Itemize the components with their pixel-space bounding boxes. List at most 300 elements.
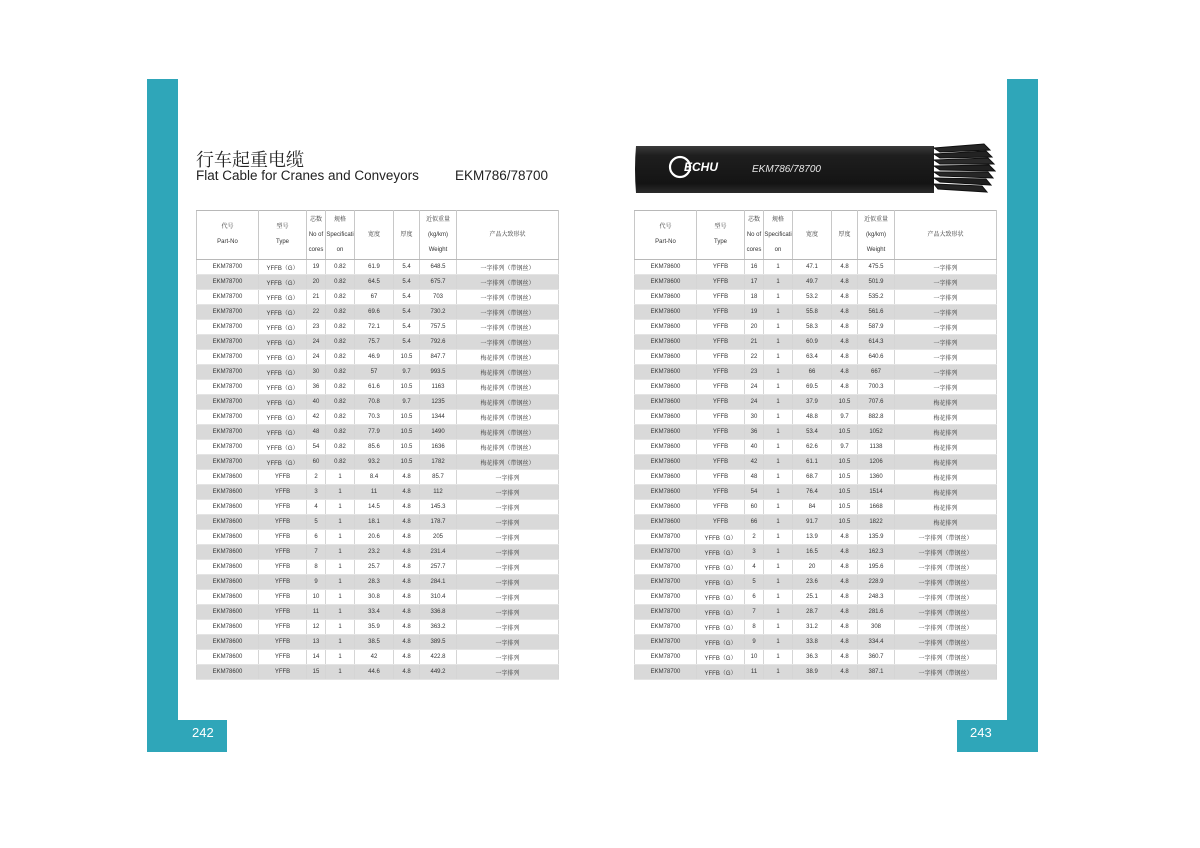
cell-thickness: 9.7 bbox=[832, 440, 858, 455]
cell-part-no: EKM78600 bbox=[635, 455, 697, 470]
cell-spec: 0.82 bbox=[326, 350, 355, 365]
cell-cores: 36 bbox=[307, 380, 326, 395]
cell-width: 68.7 bbox=[793, 470, 832, 485]
cell-type: YFFB bbox=[259, 560, 307, 575]
cell-part-no: EKM78600 bbox=[635, 440, 697, 455]
cell-part-no: EKM78600 bbox=[635, 470, 697, 485]
cell-width: 61.9 bbox=[355, 260, 394, 275]
cell-spec: 0.82 bbox=[326, 335, 355, 350]
cell-part-no: EKM78700 bbox=[197, 335, 259, 350]
cell-type: YFFB bbox=[697, 365, 745, 380]
cell-spec: 1 bbox=[764, 575, 793, 590]
cell-thickness: 4.8 bbox=[394, 650, 420, 665]
cell-type: YFFB bbox=[259, 575, 307, 590]
cell-weight: 792.6 bbox=[420, 335, 457, 350]
cell-type: YFFB bbox=[259, 635, 307, 650]
cell-type: YFFB bbox=[697, 260, 745, 275]
cell-weight: 310.4 bbox=[420, 590, 457, 605]
cell-shape: 一字排列 bbox=[457, 560, 559, 575]
cell-thickness: 4.8 bbox=[394, 500, 420, 515]
cell-spec: 1 bbox=[326, 560, 355, 575]
cell-spec: 1 bbox=[764, 590, 793, 605]
cell-width: 23.6 bbox=[793, 575, 832, 590]
cell-cores: 24 bbox=[745, 380, 764, 395]
cell-width: 63.4 bbox=[793, 350, 832, 365]
cell-spec: 1 bbox=[764, 500, 793, 515]
cell-width: 28.3 bbox=[355, 575, 394, 590]
cell-spec: 1 bbox=[326, 500, 355, 515]
cell-width: 20 bbox=[793, 560, 832, 575]
cell-weight: 1822 bbox=[858, 515, 895, 530]
cell-part-no: EKM78600 bbox=[197, 470, 259, 485]
cell-weight: 501.9 bbox=[858, 275, 895, 290]
cell-cores: 22 bbox=[745, 350, 764, 365]
cell-shape: 一字排列 bbox=[457, 665, 559, 680]
cell-cores: 21 bbox=[745, 335, 764, 350]
cell-type: YFFB（G） bbox=[259, 395, 307, 410]
cell-weight: 135.9 bbox=[858, 530, 895, 545]
table-row bbox=[197, 395, 559, 410]
cell-weight: 1490 bbox=[420, 425, 457, 440]
table-row bbox=[635, 455, 997, 470]
cell-weight: 360.7 bbox=[858, 650, 895, 665]
cell-spec: 1 bbox=[764, 275, 793, 290]
cell-type: YFFB（G） bbox=[259, 275, 307, 290]
table-row bbox=[197, 290, 559, 305]
cell-cores: 7 bbox=[307, 545, 326, 560]
cell-type: YFFB bbox=[697, 500, 745, 515]
cell-thickness: 5.4 bbox=[394, 320, 420, 335]
cell-weight: 284.1 bbox=[420, 575, 457, 590]
cell-spec: 1 bbox=[326, 605, 355, 620]
cell-cores: 10 bbox=[745, 650, 764, 665]
cell-thickness: 5.4 bbox=[394, 260, 420, 275]
cell-width: 55.8 bbox=[793, 305, 832, 320]
cell-cores: 24 bbox=[745, 395, 764, 410]
table-row bbox=[635, 635, 997, 650]
cell-part-no: EKM78600 bbox=[197, 500, 259, 515]
cell-cores: 2 bbox=[307, 470, 326, 485]
header-weight: 近似重量 (kg/km) Weight bbox=[858, 211, 895, 260]
cell-cores: 5 bbox=[745, 575, 764, 590]
cell-thickness: 9.7 bbox=[394, 395, 420, 410]
cell-width: 58.3 bbox=[793, 320, 832, 335]
cell-shape: 一字排列 bbox=[895, 380, 997, 395]
cell-weight: 257.7 bbox=[420, 560, 457, 575]
cell-part-no: EKM78600 bbox=[635, 335, 697, 350]
cell-spec: 0.82 bbox=[326, 425, 355, 440]
cell-weight: 1782 bbox=[420, 455, 457, 470]
cell-part-no: EKM78600 bbox=[197, 545, 259, 560]
cell-spec: 1 bbox=[326, 590, 355, 605]
cell-spec: 1 bbox=[326, 620, 355, 635]
cell-cores: 8 bbox=[307, 560, 326, 575]
cell-cores: 6 bbox=[307, 530, 326, 545]
cell-shape: 梅花排列 bbox=[895, 470, 997, 485]
cell-width: 37.9 bbox=[793, 395, 832, 410]
cell-part-no: EKM78600 bbox=[197, 530, 259, 545]
cell-type: YFFB（G） bbox=[697, 635, 745, 650]
cell-width: 69.5 bbox=[793, 380, 832, 395]
table-row bbox=[197, 620, 559, 635]
cell-shape: 一字排列 bbox=[895, 260, 997, 275]
cell-thickness: 5.4 bbox=[394, 290, 420, 305]
cell-shape: 一字排列（带钢丝） bbox=[457, 290, 559, 305]
cell-width: 36.3 bbox=[793, 650, 832, 665]
cell-cores: 16 bbox=[745, 260, 764, 275]
header-specification: 规格 Specificati on bbox=[764, 211, 793, 260]
cell-part-no: EKM78600 bbox=[635, 410, 697, 425]
cell-type: YFFB（G） bbox=[697, 650, 745, 665]
cell-part-no: EKM78700 bbox=[635, 665, 697, 680]
cell-spec: 1 bbox=[764, 260, 793, 275]
cell-shape: 一字排列 bbox=[895, 290, 997, 305]
cell-width: 33.8 bbox=[793, 635, 832, 650]
table-row bbox=[635, 470, 997, 485]
cable-label-text: EKM786/78700 bbox=[752, 164, 821, 175]
cell-weight: 363.2 bbox=[420, 620, 457, 635]
cell-shape: 一字排列 bbox=[895, 305, 997, 320]
cell-spec: 1 bbox=[764, 365, 793, 380]
cell-spec: 0.82 bbox=[326, 320, 355, 335]
cell-shape: 一字排列 bbox=[895, 350, 997, 365]
cell-type: YFFB bbox=[259, 515, 307, 530]
left-page-footer-band bbox=[147, 720, 227, 752]
header-weight: 近似重量 (kg/km) Weight bbox=[420, 211, 457, 260]
table-row bbox=[197, 440, 559, 455]
cell-thickness: 10.5 bbox=[832, 500, 858, 515]
spec-table-left bbox=[196, 210, 559, 680]
cell-shape: 梅花排列 bbox=[895, 500, 997, 515]
cell-type: YFFB（G） bbox=[697, 530, 745, 545]
cell-part-no: EKM78700 bbox=[197, 440, 259, 455]
cell-type: YFFB（G） bbox=[259, 440, 307, 455]
cell-spec: 1 bbox=[764, 485, 793, 500]
cell-shape: 一字排列 bbox=[895, 365, 997, 380]
cell-thickness: 9.7 bbox=[394, 365, 420, 380]
cell-shape: 一字排列 bbox=[457, 650, 559, 665]
cell-spec: 1 bbox=[326, 545, 355, 560]
table-row bbox=[197, 260, 559, 275]
cell-cores: 66 bbox=[745, 515, 764, 530]
cell-thickness: 4.8 bbox=[832, 335, 858, 350]
cell-shape: 梅花排列 bbox=[895, 440, 997, 455]
cell-weight: 703 bbox=[420, 290, 457, 305]
cell-width: 20.6 bbox=[355, 530, 394, 545]
cell-thickness: 10.5 bbox=[832, 485, 858, 500]
cell-shape: 一字排列 bbox=[457, 470, 559, 485]
cell-width: 70.3 bbox=[355, 410, 394, 425]
cell-shape: 一字排列 bbox=[457, 605, 559, 620]
cell-weight: 1235 bbox=[420, 395, 457, 410]
cell-weight: 281.6 bbox=[858, 605, 895, 620]
cell-part-no: EKM78700 bbox=[635, 590, 697, 605]
model-number: EKM786/78700 bbox=[455, 168, 549, 183]
cell-thickness: 4.8 bbox=[832, 260, 858, 275]
cell-type: YFFB（G） bbox=[697, 575, 745, 590]
cell-cores: 11 bbox=[307, 605, 326, 620]
cell-width: 16.5 bbox=[793, 545, 832, 560]
cell-weight: 231.4 bbox=[420, 545, 457, 560]
cell-shape: 一字排列（带钢丝） bbox=[457, 320, 559, 335]
cell-weight: 145.3 bbox=[420, 500, 457, 515]
cell-spec: 1 bbox=[326, 635, 355, 650]
cell-cores: 6 bbox=[745, 590, 764, 605]
cell-shape: 梅花排列 bbox=[895, 425, 997, 440]
cell-shape: 梅花排列 bbox=[895, 455, 997, 470]
table-row bbox=[635, 665, 997, 680]
table-row bbox=[635, 590, 997, 605]
cell-width: 14.5 bbox=[355, 500, 394, 515]
cell-weight: 389.5 bbox=[420, 635, 457, 650]
cell-type: YFFB（G） bbox=[697, 665, 745, 680]
cell-spec: 1 bbox=[764, 380, 793, 395]
cell-width: 61.1 bbox=[793, 455, 832, 470]
cell-part-no: EKM78600 bbox=[635, 320, 697, 335]
cell-spec: 1 bbox=[326, 485, 355, 500]
table-row bbox=[635, 485, 997, 500]
cell-type: YFFB bbox=[697, 455, 745, 470]
cell-type: YFFB（G） bbox=[697, 605, 745, 620]
cell-type: YFFB bbox=[697, 320, 745, 335]
cell-spec: 1 bbox=[764, 425, 793, 440]
cell-weight: 993.5 bbox=[420, 365, 457, 380]
cell-part-no: EKM78700 bbox=[197, 395, 259, 410]
cell-spec: 1 bbox=[764, 410, 793, 425]
table-row bbox=[635, 410, 997, 425]
cell-spec: 1 bbox=[326, 530, 355, 545]
cell-width: 23.2 bbox=[355, 545, 394, 560]
cell-type: YFFB（G） bbox=[259, 425, 307, 440]
header-cores: 芯数 No of cores bbox=[307, 211, 326, 260]
left-accent-bar bbox=[147, 79, 178, 752]
table-row bbox=[635, 335, 997, 350]
cell-width: 46.9 bbox=[355, 350, 394, 365]
cell-type: YFFB bbox=[697, 275, 745, 290]
cell-weight: 1514 bbox=[858, 485, 895, 500]
cell-spec: 1 bbox=[326, 575, 355, 590]
cell-type: YFFB（G） bbox=[697, 590, 745, 605]
cell-width: 18.1 bbox=[355, 515, 394, 530]
table-row bbox=[635, 320, 997, 335]
table-row bbox=[197, 275, 559, 290]
table-row bbox=[635, 425, 997, 440]
cell-cores: 60 bbox=[307, 455, 326, 470]
cell-cores: 18 bbox=[745, 290, 764, 305]
cell-width: 93.2 bbox=[355, 455, 394, 470]
cell-thickness: 4.8 bbox=[832, 590, 858, 605]
table-row bbox=[635, 575, 997, 590]
cell-part-no: EKM78700 bbox=[635, 635, 697, 650]
cell-type: YFFB bbox=[259, 605, 307, 620]
cell-width: 75.7 bbox=[355, 335, 394, 350]
cell-width: 28.7 bbox=[793, 605, 832, 620]
cell-part-no: EKM78700 bbox=[635, 575, 697, 590]
cell-weight: 535.2 bbox=[858, 290, 895, 305]
cell-thickness: 4.8 bbox=[394, 560, 420, 575]
cell-type: YFFB（G） bbox=[259, 350, 307, 365]
cell-shape: 一字排列 bbox=[457, 545, 559, 560]
cell-thickness: 4.8 bbox=[394, 485, 420, 500]
cell-spec: 0.82 bbox=[326, 275, 355, 290]
table-row bbox=[635, 650, 997, 665]
page-title-cn: 行车起重电缆 bbox=[196, 150, 304, 171]
cell-shape: 一字排列 bbox=[895, 275, 997, 290]
cell-type: YFFB bbox=[697, 410, 745, 425]
cell-part-no: EKM78600 bbox=[197, 590, 259, 605]
cell-weight: 449.2 bbox=[420, 665, 457, 680]
page-title-en: Flat Cable for Cranes and Conveyors bbox=[196, 168, 419, 183]
table-row bbox=[197, 665, 559, 680]
cell-width: 11 bbox=[355, 485, 394, 500]
cell-thickness: 4.8 bbox=[832, 575, 858, 590]
cell-weight: 1668 bbox=[858, 500, 895, 515]
cell-width: 48.8 bbox=[793, 410, 832, 425]
cell-type: YFFB（G） bbox=[259, 320, 307, 335]
cell-cores: 19 bbox=[307, 260, 326, 275]
cell-shape: 一字排列 bbox=[895, 320, 997, 335]
cell-shape: 梅花排列（带钢丝） bbox=[457, 395, 559, 410]
cell-thickness: 10.5 bbox=[832, 395, 858, 410]
cell-width: 8.4 bbox=[355, 470, 394, 485]
cell-type: YFFB bbox=[697, 350, 745, 365]
cell-width: 76.4 bbox=[793, 485, 832, 500]
cell-thickness: 4.8 bbox=[832, 290, 858, 305]
cell-spec: 1 bbox=[764, 470, 793, 485]
cell-spec: 0.82 bbox=[326, 395, 355, 410]
table-row bbox=[635, 305, 997, 320]
cell-type: YFFB（G） bbox=[259, 410, 307, 425]
cell-shape: 一字排列（带钢丝） bbox=[895, 620, 997, 635]
table-row bbox=[635, 545, 997, 560]
cell-width: 44.6 bbox=[355, 665, 394, 680]
cell-spec: 1 bbox=[764, 455, 793, 470]
cell-weight: 1052 bbox=[858, 425, 895, 440]
cell-cores: 20 bbox=[307, 275, 326, 290]
header-thickness: 厚度 bbox=[394, 211, 420, 260]
cell-shape: 一字排列（带钢丝） bbox=[895, 530, 997, 545]
cell-thickness: 4.8 bbox=[394, 515, 420, 530]
cell-shape: 一字排列（带钢丝） bbox=[457, 305, 559, 320]
table-row bbox=[197, 575, 559, 590]
table-row bbox=[635, 260, 997, 275]
cell-cores: 40 bbox=[307, 395, 326, 410]
cell-type: YFFB（G） bbox=[697, 620, 745, 635]
cell-weight: 847.7 bbox=[420, 350, 457, 365]
cell-cores: 48 bbox=[745, 470, 764, 485]
cell-weight: 1360 bbox=[858, 470, 895, 485]
cell-spec: 1 bbox=[326, 650, 355, 665]
cell-width: 38.5 bbox=[355, 635, 394, 650]
cell-part-no: EKM78600 bbox=[635, 260, 697, 275]
cell-spec: 1 bbox=[764, 665, 793, 680]
cell-thickness: 4.8 bbox=[394, 530, 420, 545]
cell-thickness: 4.8 bbox=[394, 470, 420, 485]
cell-part-no: EKM78700 bbox=[197, 275, 259, 290]
cell-weight: 707.6 bbox=[858, 395, 895, 410]
cell-spec: 0.82 bbox=[326, 365, 355, 380]
cell-weight: 757.5 bbox=[420, 320, 457, 335]
table-row bbox=[197, 500, 559, 515]
header-type: 型号 Type bbox=[259, 211, 307, 260]
cell-type: YFFB bbox=[697, 515, 745, 530]
cell-width: 62.6 bbox=[793, 440, 832, 455]
cell-thickness: 10.5 bbox=[832, 425, 858, 440]
cell-part-no: EKM78600 bbox=[635, 365, 697, 380]
table-row bbox=[197, 470, 559, 485]
cell-weight: 475.5 bbox=[858, 260, 895, 275]
cell-type: YFFB bbox=[259, 665, 307, 680]
cell-shape: 一字排列（带钢丝） bbox=[895, 575, 997, 590]
table-row bbox=[197, 560, 559, 575]
cell-spec: 1 bbox=[764, 635, 793, 650]
cell-shape: 一字排列 bbox=[457, 515, 559, 530]
cell-shape: 梅花排列（带钢丝） bbox=[457, 350, 559, 365]
cell-shape: 梅花排列 bbox=[895, 410, 997, 425]
cell-weight: 334.4 bbox=[858, 635, 895, 650]
header-shape: 产品大致形状 bbox=[457, 211, 559, 260]
table-row bbox=[197, 380, 559, 395]
cell-type: YFFB bbox=[697, 335, 745, 350]
cell-spec: 1 bbox=[764, 320, 793, 335]
cell-width: 72.1 bbox=[355, 320, 394, 335]
cell-thickness: 10.5 bbox=[394, 380, 420, 395]
table-row bbox=[197, 485, 559, 500]
cell-spec: 1 bbox=[764, 620, 793, 635]
header-part-no: 代号 Part-No bbox=[635, 211, 697, 260]
cell-shape: 梅花排列（带钢丝） bbox=[457, 380, 559, 395]
cell-part-no: EKM78700 bbox=[197, 350, 259, 365]
cell-type: YFFB（G） bbox=[259, 260, 307, 275]
cell-part-no: EKM78600 bbox=[635, 290, 697, 305]
cell-shape: 梅花排列（带钢丝） bbox=[457, 425, 559, 440]
cell-shape: 一字排列 bbox=[457, 620, 559, 635]
cell-type: YFFB bbox=[697, 485, 745, 500]
cell-shape: 一字排列（带钢丝） bbox=[895, 665, 997, 680]
cell-type: YFFB bbox=[697, 440, 745, 455]
cell-width: 60.9 bbox=[793, 335, 832, 350]
table-header-row bbox=[635, 211, 997, 260]
cell-part-no: EKM78600 bbox=[197, 575, 259, 590]
cell-thickness: 4.8 bbox=[394, 575, 420, 590]
cell-type: YFFB（G） bbox=[259, 380, 307, 395]
cell-weight: 1138 bbox=[858, 440, 895, 455]
cell-width: 35.9 bbox=[355, 620, 394, 635]
table-row bbox=[635, 605, 997, 620]
cell-cores: 24 bbox=[307, 335, 326, 350]
cell-part-no: EKM78600 bbox=[197, 635, 259, 650]
cell-weight: 1206 bbox=[858, 455, 895, 470]
cell-type: YFFB bbox=[697, 395, 745, 410]
cell-part-no: EKM78600 bbox=[635, 380, 697, 395]
cell-cores: 54 bbox=[745, 485, 764, 500]
cell-thickness: 4.8 bbox=[394, 620, 420, 635]
cell-weight: 112 bbox=[420, 485, 457, 500]
cell-thickness: 10.5 bbox=[394, 455, 420, 470]
cell-cores: 23 bbox=[745, 365, 764, 380]
cell-weight: 882.8 bbox=[858, 410, 895, 425]
cell-cores: 60 bbox=[745, 500, 764, 515]
cell-part-no: EKM78600 bbox=[635, 515, 697, 530]
right-accent-bar bbox=[1007, 79, 1038, 752]
table-row bbox=[197, 590, 559, 605]
cell-cores: 14 bbox=[307, 650, 326, 665]
cell-part-no: EKM78600 bbox=[197, 665, 259, 680]
cell-thickness: 4.8 bbox=[394, 635, 420, 650]
cell-cores: 5 bbox=[307, 515, 326, 530]
cell-weight: 561.6 bbox=[858, 305, 895, 320]
cell-thickness: 5.4 bbox=[394, 305, 420, 320]
